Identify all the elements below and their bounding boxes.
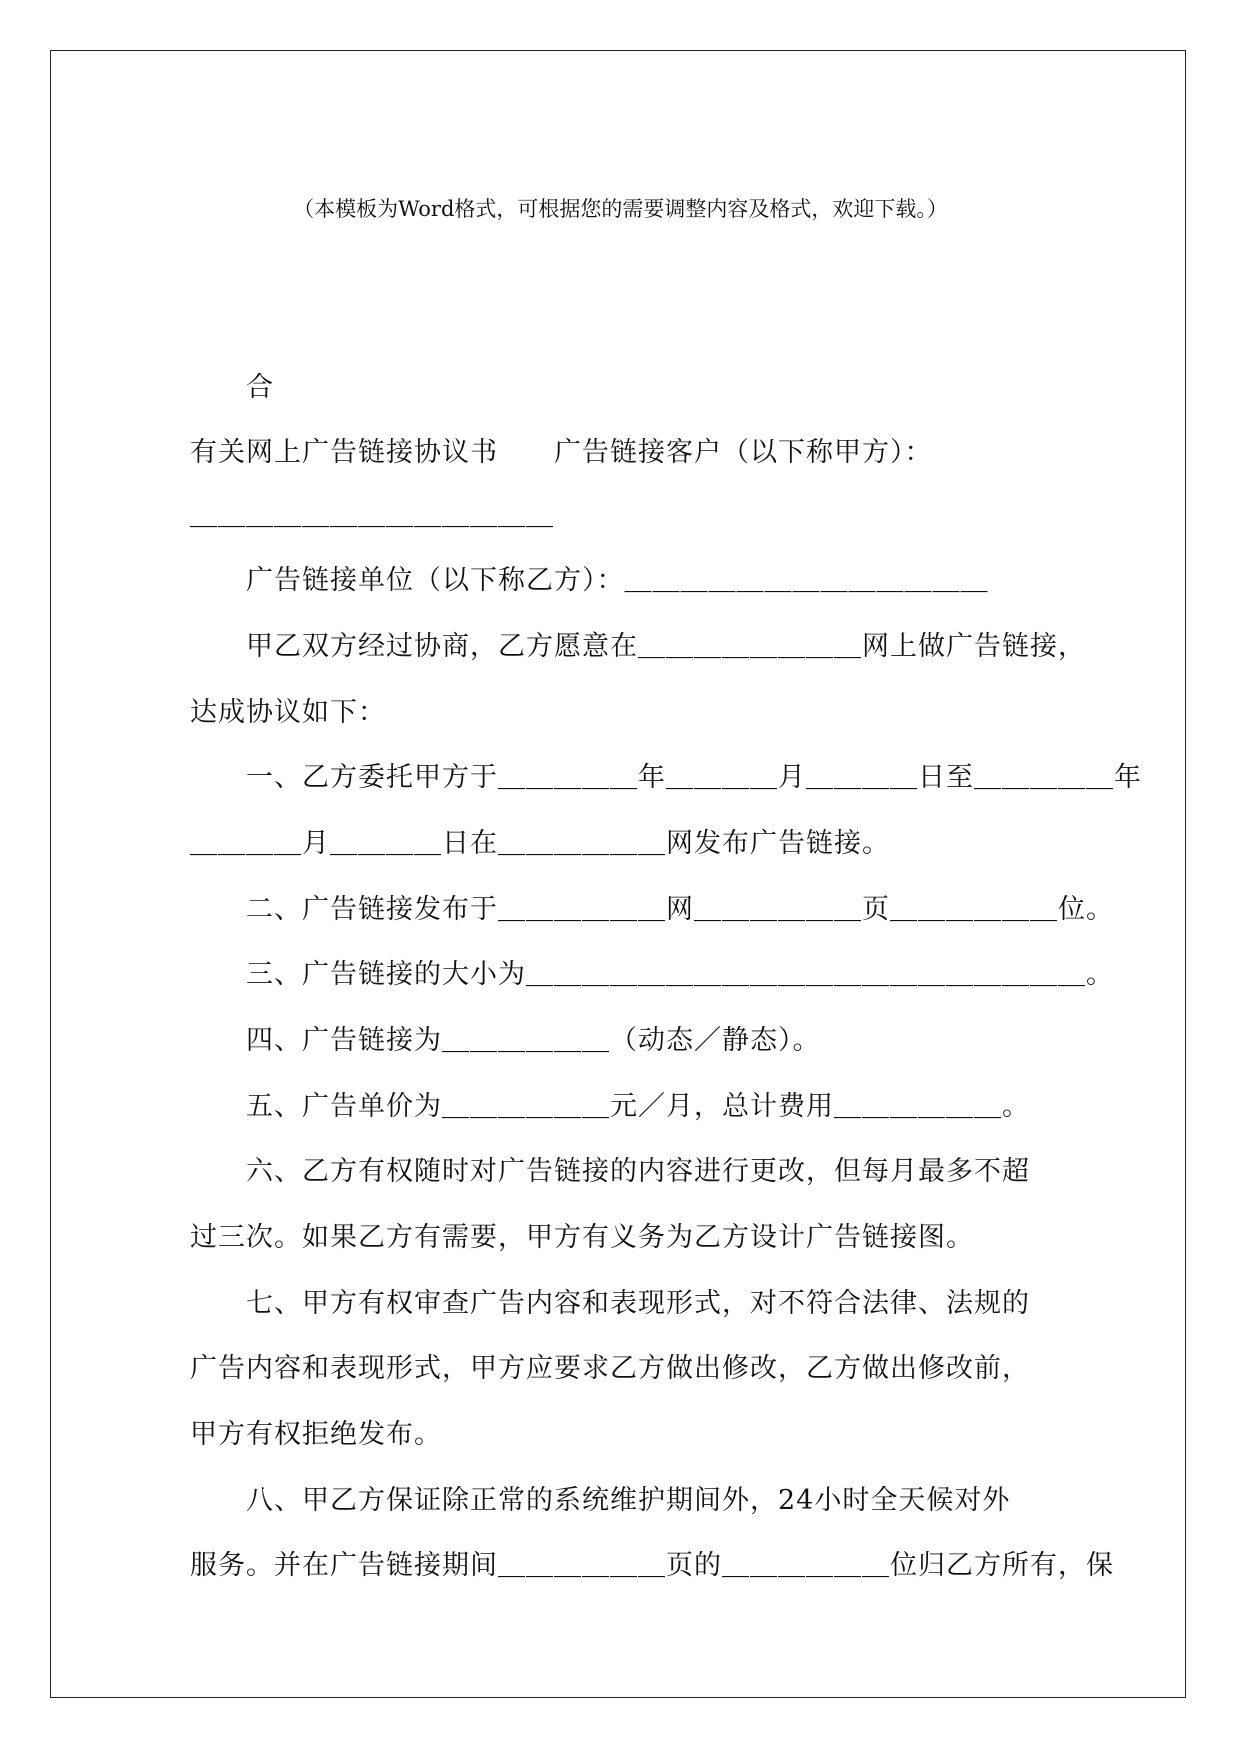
clause-7-cont: 甲方有权拒绝发布。 (190, 1419, 442, 1450)
clause-2: 二、广告链接发布于＿＿＿＿＿＿网＿＿＿＿＿＿页＿＿＿＿＿＿位。 (246, 894, 1114, 925)
party-a-blank: ＿＿＿＿＿＿＿＿＿＿＿＿＿ (190, 500, 554, 531)
party-b-line: 广告链接单位（以下称乙方）：＿＿＿＿＿＿＿＿＿＿＿＿＿ (246, 565, 989, 596)
clause-7-cont: 广告内容和表现形式，甲方应要求乙方做出修改，乙方做出修改前， (190, 1353, 1030, 1384)
clause-3: 三、广告链接的大小为＿＿＿＿＿＿＿＿＿＿＿＿＿＿＿＿＿＿＿＿。 (246, 959, 1114, 990)
clause-4: 四、广告链接为＿＿＿＿＿＿（动态／静态）。 (246, 1025, 821, 1056)
body-line: 达成协议如下： (190, 697, 386, 728)
clause-8: 八、甲乙方保证除正常的系统维护期间外，24小时全天候对外 (246, 1485, 1011, 1516)
agreement-title-line: 有关网上广告链接协议书 广告链接客户（以下称甲方）： (190, 437, 933, 468)
clause-1: 一、乙方委托甲方于＿＿＿＿＿年＿＿＿＿月＿＿＿＿日至＿＿＿＿＿年 (246, 762, 1142, 793)
clause-6: 六、乙方有权随时对广告链接的内容进行更改，但每月最多不超 (246, 1156, 1030, 1187)
clause-8-cont: 服务。并在广告链接期间＿＿＿＿＿＿页的＿＿＿＿＿＿位归乙方所有，保 (190, 1550, 1114, 1581)
clause-7: 七、甲方有权审查广告内容和表现形式，对不符合法律、法规的 (246, 1288, 1030, 1319)
clause-1-cont: ＿＿＿＿月＿＿＿＿日在＿＿＿＿＿＿网发布广告链接。 (190, 828, 890, 859)
clause-5: 五、广告单价为＿＿＿＿＿＿元／月，总计费用＿＿＿＿＿＿。 (246, 1091, 1030, 1122)
body-line: 甲乙双方经过协商，乙方愿意在＿＿＿＿＿＿＿＿网上做广告链接， (246, 631, 1086, 662)
template-note: （本模板为Word格式，可根据您的需要调整内容及格式，欢迎下载。） (293, 197, 948, 221)
heading-char: 合 (246, 372, 274, 403)
clause-6-cont: 过三次。如果乙方有需要，甲方有义务为乙方设计广告链接图。 (190, 1222, 974, 1253)
